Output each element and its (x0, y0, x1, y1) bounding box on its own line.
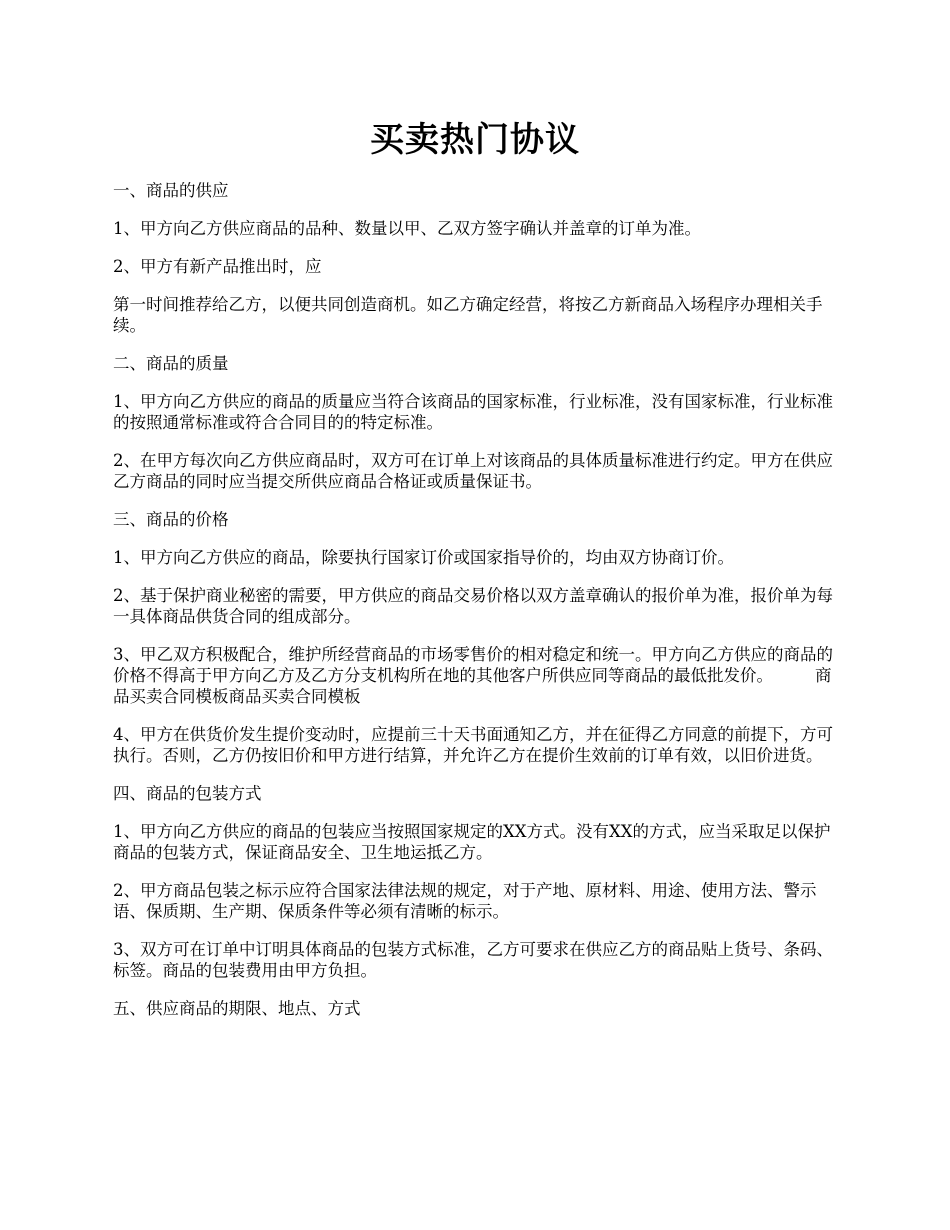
section-heading-quality: 二、商品的质量 (113, 354, 229, 373)
paragraph: 1、甲方向乙方供应的商品的包装应当按照国家规定的XX方式。没有XX的方式，应当采取足以保护商品的包装方式，保证商品安全、卫生地运抵乙方。 (113, 822, 831, 862)
section-heading-price: 三、商品的价格 (113, 510, 229, 529)
section-heading-supply: 一、商品的供应 (113, 181, 229, 200)
document-title: 买卖热门协议 (370, 120, 580, 160)
section-heading-delivery: 五、供应商品的期限、地点、方式 (113, 999, 361, 1018)
section-heading-packaging: 四、商品的包装方式 (113, 784, 262, 803)
paragraph: 2、甲方有新产品推出时，应 (113, 257, 322, 276)
paragraph: 4、甲方在供货价发生提价变动时，应提前三十天书面通知乙方，并在征得乙方同意的前提下，方可执行。否则，乙方仍按旧价和甲方进行结算，并允许乙方在提价生效前的订单有效，以旧价进货。 (113, 725, 833, 765)
paragraph: 1、甲方向乙方供应的商品，除要执行国家订价或国家指导价的，均由双方协商订价。 (113, 548, 734, 567)
paragraph: 3、甲乙双方积极配合，维护所经营商品的市场零售价的相对稳定和统一。甲方向乙方供应的商品的价格不得高于甲方向乙方及乙方分支机构所在地的其他客户所供应同等商品的最低批发价。 商品买卖合同模板商品买卖合同模板 (113, 645, 833, 706)
paragraph: 1、甲方向乙方供应的商品的质量应当符合该商品的国家标准，行业标准，没有国家标准，行业标准的按照通常标准或符合合同目的的特定标准。 (113, 392, 833, 432)
paragraph: 1、甲方向乙方供应商品的品种、数量以甲、乙双方签字确认并盖章的订单为准。 (113, 219, 701, 238)
document-body (113, 180, 841, 1036)
paragraph: 第一时间推荐给乙方，以便共同创造商机。如乙方确定经营，将按乙方新商品入场程序办理相关手续。 (113, 295, 823, 335)
paragraph: 2、基于保护商业秘密的需要，甲方供应的商品交易价格以双方盖章确认的报价单为准，报价单为每一具体商品供货合同的组成部分。 (113, 586, 833, 626)
paragraph: 2、在甲方每次向乙方供应商品时，双方可在订单上对该商品的具体质量标准进行约定。甲方在供应乙方商品的同时应当提交所供应商品合格证或质量保证书。 (113, 451, 833, 491)
paragraph: 3、双方可在订单中订明具体商品的包装方式标准，乙方可要求在供应乙方的商品贴上货号、条码、标签。商品的包装费用由甲方负担。 (113, 940, 833, 980)
paragraph: 2、甲方商品包装之标示应符合国家法律法规的规定，对于产地、原材料、用途、使用方法、警示语、保质期、生产期、保质条件等必须有清晰的标示。 (113, 881, 817, 921)
